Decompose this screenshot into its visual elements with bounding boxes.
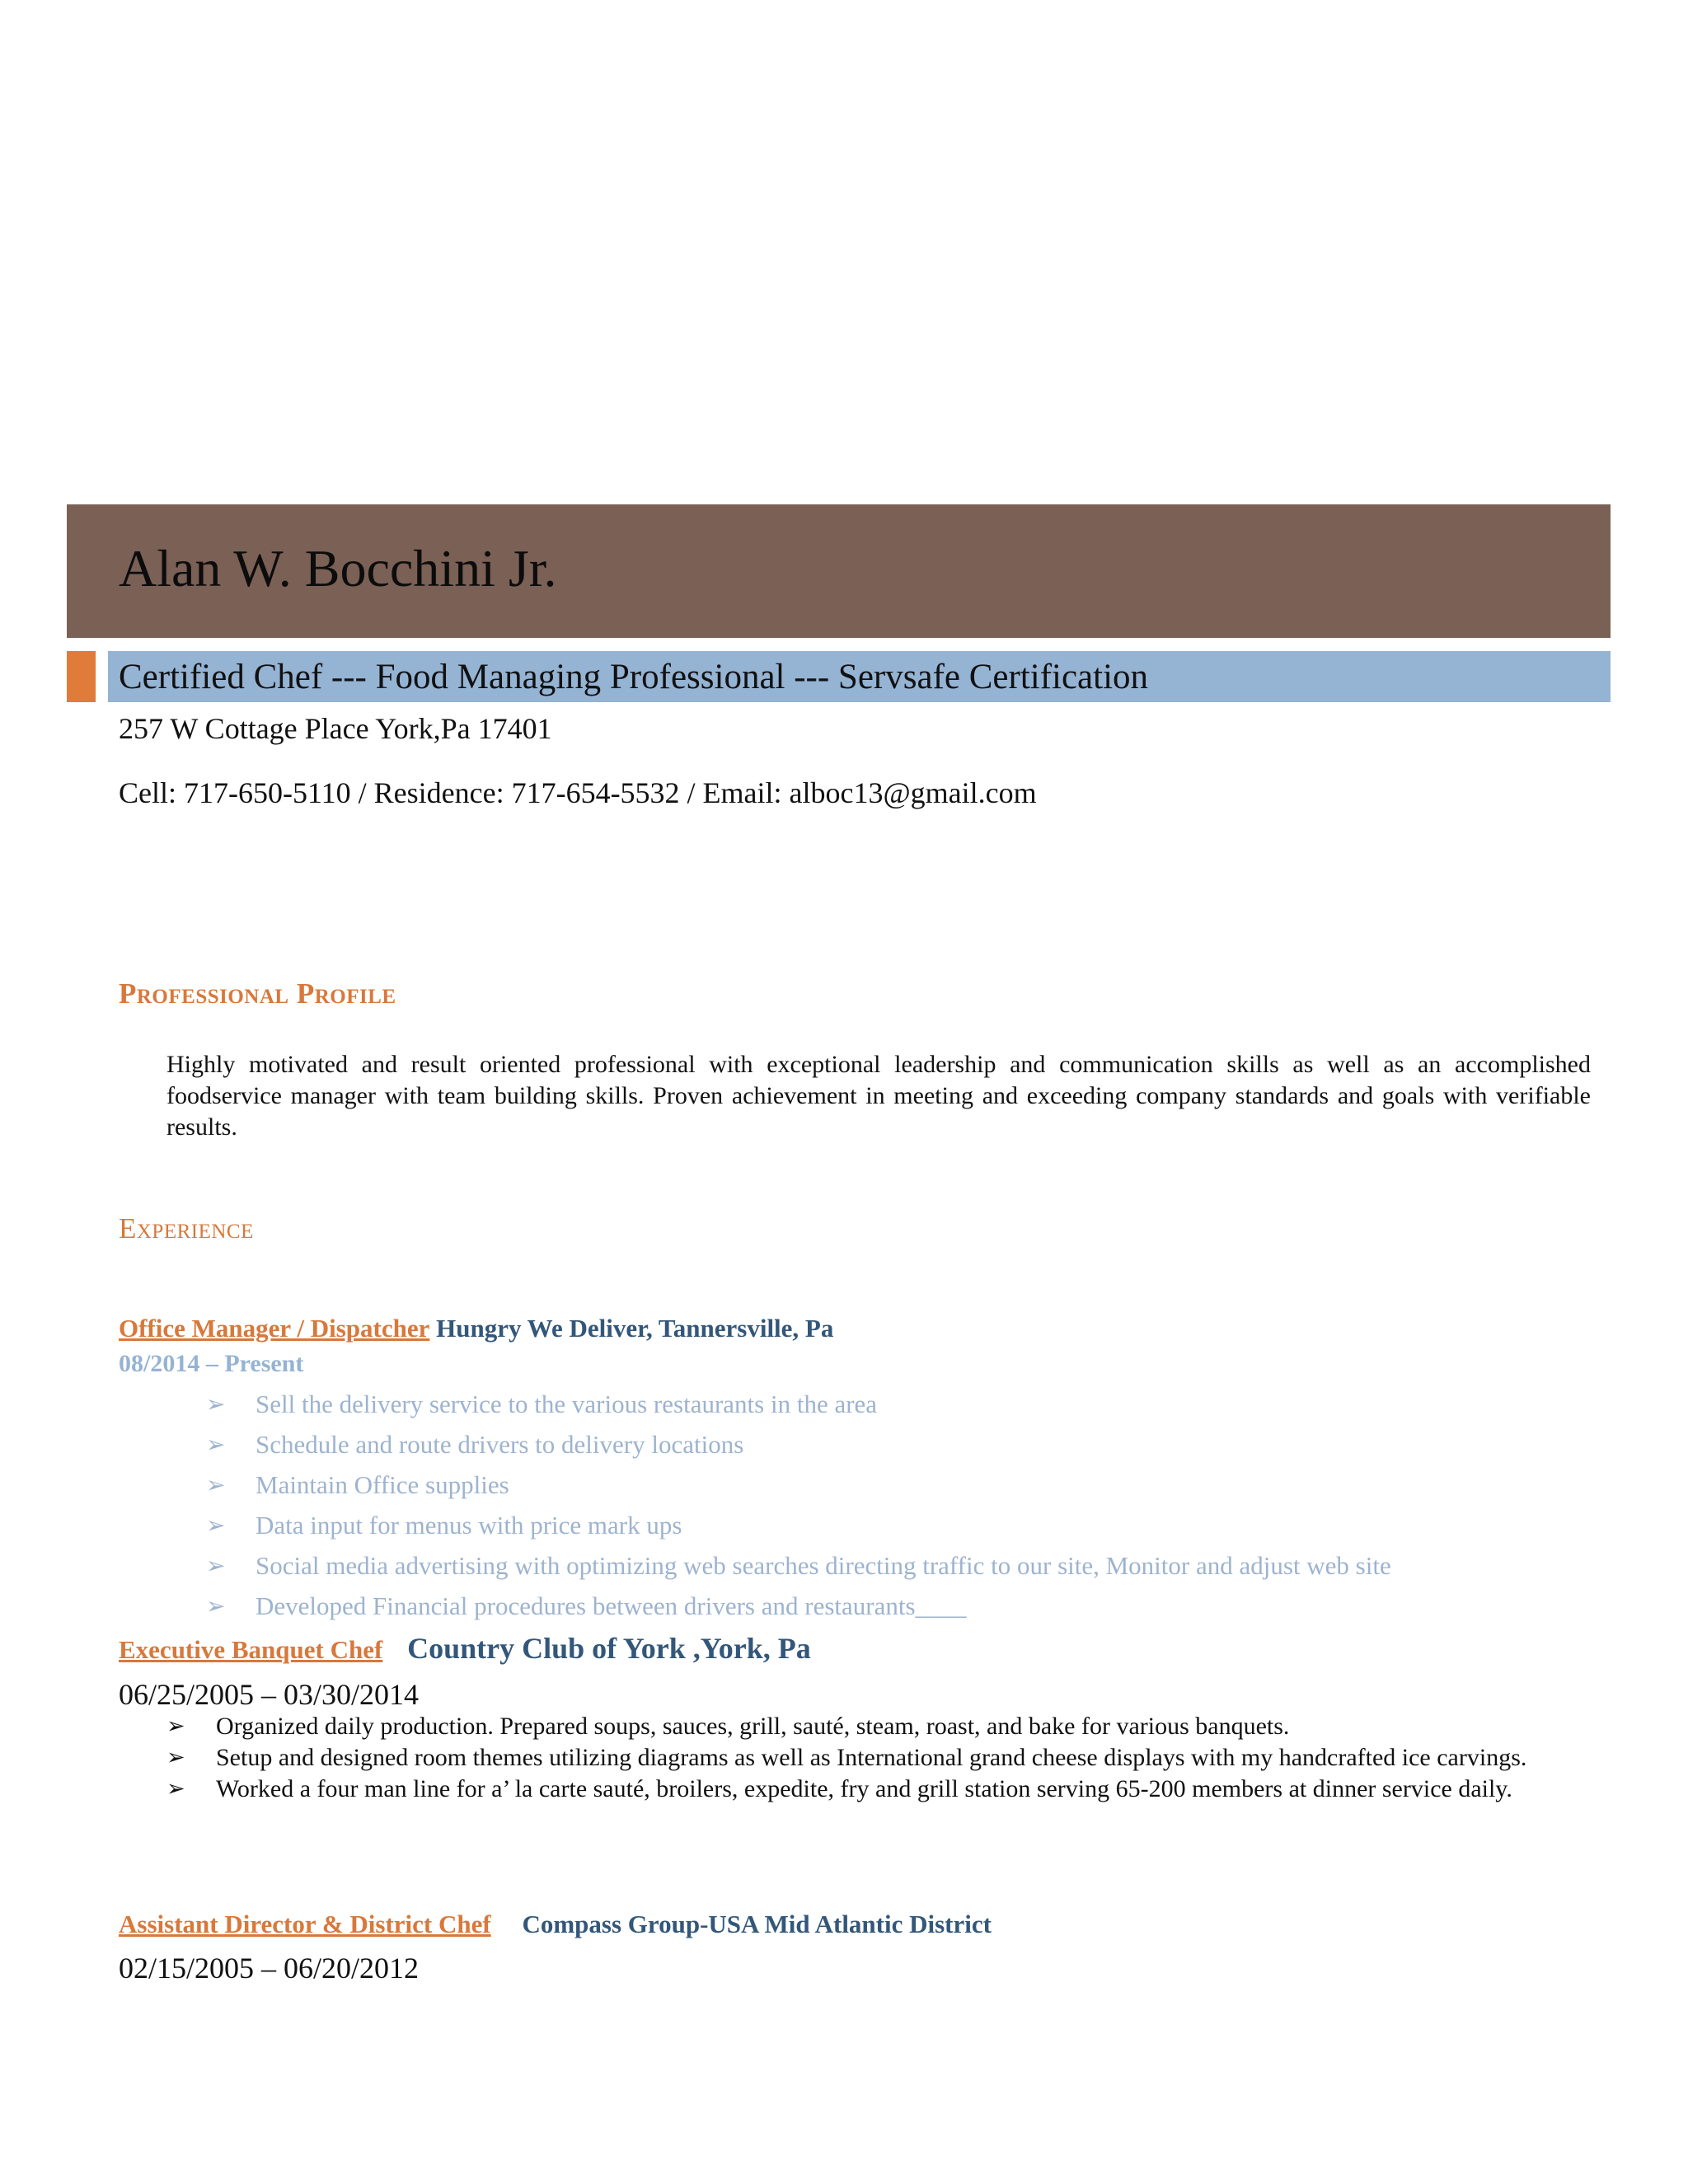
list-item bbox=[206, 1509, 1591, 1549]
bullet-text: Social media advertising with optimizing web searches directing traffic to our site, Monitor and adjust web site bbox=[256, 1551, 1391, 1580]
list-item bbox=[166, 1742, 1591, 1774]
arrowhead-bullet-icon: ➢ bbox=[206, 1431, 226, 1458]
name-banner bbox=[67, 504, 1611, 638]
accent-square bbox=[67, 651, 96, 702]
bullet-text: Worked a four man line for a’ la carte sauté, broilers, expedite, fry and grill station serving 65-200 members at dinner service daily. bbox=[216, 1775, 1512, 1802]
arrowhead-bullet-icon: ➢ bbox=[206, 1511, 226, 1539]
contact-info: Cell: 717-650-5110 / Residence: 717-654-5532 / Email: alboc13@gmail.com bbox=[119, 776, 1037, 809]
arrowhead-bullet-icon: ➢ bbox=[206, 1390, 226, 1418]
job-dates: 06/25/2005 – 03/30/2014 bbox=[119, 1678, 420, 1711]
address: 257 W Cottage Place York,Pa 17401 bbox=[119, 712, 552, 745]
arrowhead-bullet-icon: ➢ bbox=[206, 1471, 226, 1498]
employer: Compass Group-USA Mid Atlantic District bbox=[522, 1910, 992, 1938]
tagline-bar bbox=[108, 651, 1611, 702]
arrowhead-bullet-icon: ➢ bbox=[166, 1713, 185, 1739]
arrowhead-bullet-icon: ➢ bbox=[166, 1745, 185, 1770]
arrowhead-bullet-icon: ➢ bbox=[206, 1592, 226, 1619]
bullet-text: Setup and designed room themes utilizing diagrams as well as International grand cheese displays with my handcrafted ice carvings. bbox=[216, 1744, 1527, 1771]
arrowhead-bullet-icon: ➢ bbox=[166, 1776, 185, 1802]
employer: Country Club of York ,York, Pa bbox=[407, 1632, 811, 1665]
job-header bbox=[119, 1312, 833, 1345]
bullet-text: Organized daily production. Prepared soups, sauces, grill, sauté, steam, roast, and bake for various banquets. bbox=[216, 1713, 1290, 1740]
job-title: Executive Banquet Chef bbox=[119, 1635, 383, 1664]
list-item bbox=[206, 1469, 1591, 1509]
list-item bbox=[206, 1388, 1591, 1428]
bullet-text: Developed Financial procedures between drivers and restaurants____ bbox=[256, 1591, 967, 1620]
list-item bbox=[166, 1711, 1591, 1742]
list-item bbox=[206, 1549, 1591, 1590]
job-header bbox=[119, 1908, 992, 1941]
list-item bbox=[206, 1428, 1591, 1469]
arrowhead-bullet-icon: ➢ bbox=[206, 1552, 226, 1579]
bullet-text: Maintain Office supplies bbox=[256, 1470, 509, 1499]
job-bullet-list bbox=[206, 1388, 1591, 1630]
job-title: Office Manager / Dispatcher bbox=[119, 1314, 430, 1343]
bullet-text: Data input for menus with price mark ups bbox=[256, 1511, 682, 1540]
candidate-name: Alan W. Bocchini Jr. bbox=[119, 539, 557, 598]
list-item bbox=[206, 1590, 1591, 1630]
job-dates: 08/2014 – Present bbox=[119, 1350, 304, 1377]
bullet-text: Sell the delivery service to the various restaurants in the area bbox=[256, 1390, 878, 1418]
list-item bbox=[166, 1774, 1591, 1805]
profile-heading: Professional Profile bbox=[119, 977, 396, 1010]
job-bullet-list bbox=[166, 1711, 1591, 1805]
employer: Hungry We Deliver, Tannersville, Pa bbox=[436, 1314, 834, 1343]
job-dates: 02/15/2005 – 06/20/2012 bbox=[119, 1952, 420, 1985]
experience-heading: Experience bbox=[119, 1212, 254, 1244]
bullet-text: Schedule and route drivers to delivery locations bbox=[256, 1430, 744, 1459]
profile-text: Highly motivated and result oriented professional with exceptional leadership and communication skills as well as an accomplished foodservice manager with team building skills. Proven achievement in meeting and exceeding company standards and goals with verifiable results. bbox=[166, 1051, 1591, 1141]
job-title: Assistant Director & District Chef bbox=[119, 1910, 491, 1938]
tagline: Certified Chef --- Food Managing Professional --- Servsafe Certification bbox=[119, 658, 1149, 696]
job-header bbox=[119, 1632, 811, 1666]
